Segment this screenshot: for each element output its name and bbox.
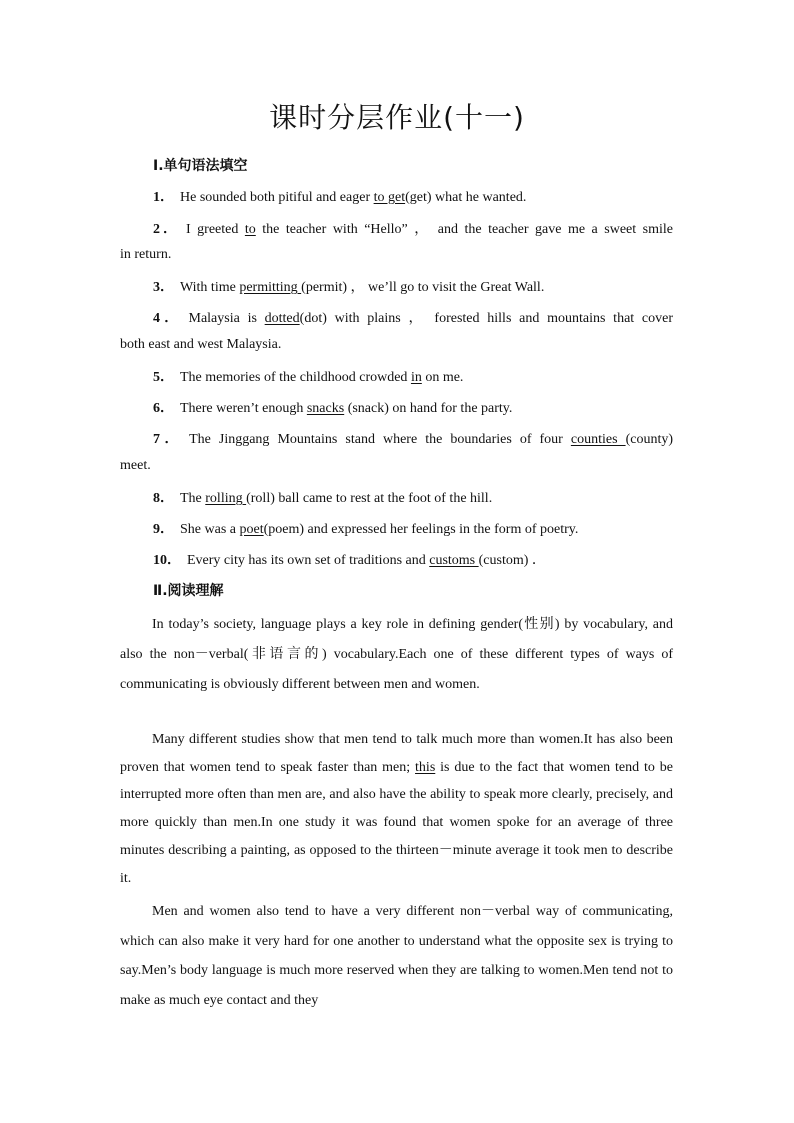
item-text: (dot) with plains ， forested hills and mountains that cover	[299, 311, 674, 326]
item-text: (snack) on hand for the party.	[344, 401, 513, 416]
item-text: (poem) and expressed her feelings in the form of poetry.	[263, 522, 579, 537]
exercise-item-10	[153, 549, 546, 569]
exercise-item-8	[153, 487, 492, 507]
exercise-item-7-continued: meet.	[120, 458, 151, 473]
reading-paragraph-3: Men and women also tend to have a very different non－verbal way of communicating, which can also make it very hard for one another to understand what the opposite sex is trying to say.Men’s body language is much more reserved when they are talking to women.Men tend not to make as much eye contact and they	[120, 904, 673, 1009]
answer-blank: permitting	[239, 280, 302, 295]
item-text: on me.	[421, 370, 464, 385]
answer-blank: poet	[239, 522, 264, 537]
exercise-item-5	[153, 366, 463, 386]
item-text: With time	[180, 280, 240, 295]
item-text: The	[180, 491, 206, 506]
answer-blank: to get	[373, 190, 406, 205]
item-text: (permit) ， we’ll go to visit the Great Wall.	[301, 280, 545, 295]
item-text: (custom) ．	[478, 553, 546, 568]
section-heading-reading: Ⅱ.阅读理解	[153, 583, 224, 599]
exercise-item-9	[153, 518, 578, 538]
exercise-item-4-continued: both east and west Malaysia.	[120, 337, 282, 352]
exercise-item-4	[153, 307, 673, 327]
item-number: 6．	[153, 401, 174, 416]
item-text: Malaysia is	[188, 311, 265, 326]
item-number: 5．	[153, 370, 174, 385]
item-text: There weren’t enough	[180, 401, 307, 416]
item-text: The Jinggang Mountains stand where the boundaries of four	[189, 432, 571, 447]
item-text: The memories of the childhood crowded	[180, 370, 411, 385]
exercise-item-7	[153, 428, 673, 448]
item-text: He sounded both pitiful and eager	[180, 190, 374, 205]
exercise-item-3	[153, 276, 544, 296]
item-number: 1．	[153, 190, 174, 205]
item-number: 3．	[153, 280, 174, 295]
item-number: 8．	[153, 491, 174, 506]
item-text: (get) what he wanted.	[405, 190, 527, 205]
paragraph-text: is due to the fact that women tend to be interrupted more often than men are, and also have the ability to speak more clearly, precisely, and more quickly than men.In one study it was found that women spoke for an average of three minutes describing a painting, as opposed to the thirteen－minute average it took men to describe it.	[120, 759, 673, 886]
item-text: Every city has its own set of traditions and	[187, 553, 430, 568]
answer-blank: to	[244, 222, 256, 237]
answer-blank: counties	[570, 432, 626, 447]
reading-paragraph-1: In today’s society, language plays a key role in defining gender(性别) by vocabulary, and also the non－verbal(非语言的) vocabulary.Each one of these different types of ways of communicating is obviously different between men and women.	[120, 617, 673, 692]
item-text: She was a	[180, 522, 240, 537]
item-number: 4．	[153, 311, 183, 326]
item-text: (roll) ball came to rest at the foot of the hill.	[246, 491, 493, 506]
item-number: 2．	[153, 222, 181, 237]
answer-blank: rolling	[205, 491, 247, 506]
exercise-item-1	[153, 186, 526, 206]
reading-paragraph-2	[120, 726, 673, 892]
item-number: 9．	[153, 522, 174, 537]
item-text: (county)	[625, 432, 674, 447]
page-title: 课时分层作业(十一)	[269, 101, 525, 134]
answer-blank: customs	[429, 553, 479, 568]
section-heading-grammar: Ⅰ.单句语法填空	[153, 158, 248, 174]
item-text: the teacher with “Hello” ， and the teacher gave me a sweet smile	[255, 222, 673, 237]
item-number: 7．	[153, 432, 184, 447]
item-number: 10．	[153, 553, 181, 568]
answer-blank: dotted	[264, 311, 300, 326]
exercise-item-2	[153, 218, 673, 238]
answer-blank: in	[410, 370, 422, 385]
paragraph-text: Many different studies show that men tend to talk much more than women.It has also been proven that women tend to speak faster than men;	[120, 732, 673, 775]
underlined-reference: this	[415, 759, 436, 775]
exercise-item-6	[153, 397, 512, 417]
item-text: I greeted	[186, 222, 245, 237]
answer-blank: snacks	[306, 401, 345, 416]
exercise-item-2-continued: in return.	[120, 247, 172, 262]
